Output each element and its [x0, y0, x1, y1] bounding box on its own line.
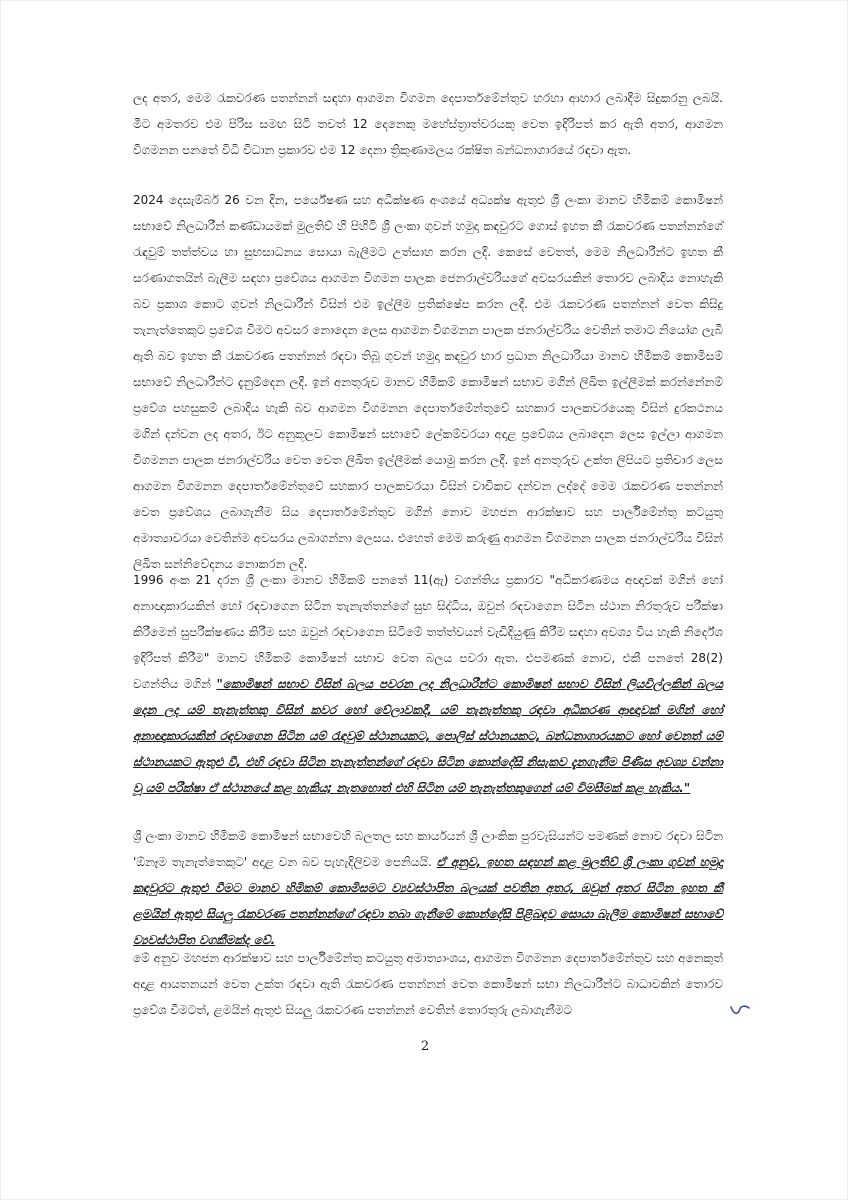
legal-mandate-text: 1996 අංක 21 දරන ශ්‍රී ලංකා මානව හිමිකම් පනතේ 11(ඇ) වගන්තිය ප්‍රකාරව "අධිකරණමය අඥාවක් මගින් හෝ අනාඥාකාරයකින් හෝ රඳවාගෙන සිටින තැනැත්තන්ගේ සුභ සිද්ධිය, ඔවුන් රඳවාගෙන සිටින ස්ථාන නිරතුරුව පරීක්ෂා කිරීමෙන් සුපරීක්ෂණය කිරීම සහ ඔවුන් රඳවාගෙන සිටීමේ තත්ත්වයන් වැඩිදියුණු කිරීම සඳහා අවශ්‍ය විය හැකි නිර්දේශ ඉදිරිපත් කිරීම" මානව හිමිකම් කොමිෂන් සභාව වෙත බලය පවරා ඇත. එපමණක් නොව, එකී පනතේ 28(2) වගන්තිය මගින් [133, 573, 723, 691]
paragraph-recommendation: මේ අනුව මහජන ආරක්ෂාව සහ පාර්ලිමේන්තු කටයුතු අමාත්‍යාංශය, ආගමන විගමනන දෙපාර්තමේන්තුව සහ අනෙකුත් අදාළ ආයතනයන් වෙත උක්ත රඳවා ඇති රැකවරණ පතන්නන් වෙත කොමිෂන් සභා නිලධාරීන්ට බාධාවකින් තොරව ප්‍රවේශ වීමටත්, ළමයින් ඇතුළු සියලු රැකවරණ පතන්නන් වෙතින් තොරතුරු ලබාගැනීමට [133, 951, 723, 1017]
page-number: 2 [420, 1039, 430, 1054]
paragraph-site-visit: 2024 දෙසැම්බර් 26 වන දින, පර්යේෂණ සහ අධීක්ෂණ අංශයේ අධ්‍යක්ෂ ඇතුළු ශ්‍රී ලංකා මානව හිමිකම් කොමිෂන් සභාවේ නිලධාරීන් කණ්ඩායමක් මුලතිව් හි පිහිටි ශ්‍රී ලංකා ගුවන් හමුදා කඳවුරට ගොස් ඉහත කී රැකවරණ පතන්නන්ගේ රැඳවුම් තත්ත්වය හා සුභසාධනය සොයා බැලීමට උත්සාහ කරන ලදී. කෙසේ වෙතත්, මෙම නිලධාරීන්ට ඉහත කී සරණාගතයින් බැලීම සඳහා ප්‍රවේශය ආගමන විගමන පාලක ජෙනරාල්වරියගේ අවසරයකින් තොරව ලබාදිය නොහැකි බව ප්‍රකාශ කොට ගුවන් නිලධාරීන් විසින් එම ඉල්ලීම ප්‍රතික්ෂේප කරන ලදී. එම රැකවරණ පතන්නන් වෙත කිසිදු තැනැත්තෙකුට ප්‍රවේශ වීමට අවසර නොදෙන ලෙස ආගමන විගමනන පාලක ජනරාල්වරිය වෙතින් තමාට නියෝග ලැබී ඇති බව ඉහත කී රැකවරණ පතන්නන් රඳවා තිබූ ගුවන් හමුදා කඳවුර භාර ප්‍රධාන නිලධාරියා මානව හිමිකම් කොමිසම් සභාවේ නිලධාරීන්ට දැනුම්දෙන ලදී. ඉන් අනතුරුව මානව හිමිකම් කොමිෂන් සභාව මගින් ලිඛිත ඉල්ලීමක් කරන්නේනම් ප්‍රවේශ පහසුකම් ලබාදිය හැකි බව ආගමන විගමනන දෙපාර්තමේන්තුවේ සහකාර පාලකවරයෙකු විසින් දුරකථනය මගින් දන්වන ලද අතර, ඊට අනුකූලව කොමිෂන් සභාවේ ලේකම්වරයා අදාළ ප්‍රවේශය ලබාදෙන ලෙස ඉල්ලා ආගමන විගමනන පාලක ජනරාල්වරිය වෙත වෙත ලිඛිත ඉල්ලීමක් යොමු කරන ලදී. ඉන් අනතුරුව උක්ත ලිපියට ප්‍රතිචාර ලෙස ආගමන විගමනන දෙපාර්තමේන්තුවේ සහකාර පාලකවරයා විසින් වාචිකව දන්වන ලද්දේ මෙම රැකවරණ පතන්නන් වෙත ප්‍රවේශය ලබාගැනීම සිය දෙපාර්තමේන්තුව මගින් නොව මහජන ආරක්ෂාව සහ පාර්ලිමේන්තු කටයුතු අමාත්‍යාවරයා වෙතින්ම අවසරය ලබාගන්නා ලෙසය. එහෙත් මෙම කරුණු ආගමන විගමනන පාලක ජනරාල්වරිය විසින් ලිඛිත සන්නිවේදනය නොකරන ලදී. [133, 193, 723, 571]
statutory-duty-emphasis: ඒ අනුව, ඉහත සඳහන් කළ මුලතිව් ශ්‍රී ලංකා ගුවන් හමුදා කඳවුරට ඇතුළු වීමට මානව හිමිකම් කොමිසමට ව්‍යවස්ථාපිත බලයක් පවතින අතර, ඔවුන් අතර සිටින ඉහත කී ළමයින් ඇතුළු සියලු රැකවරණ පතන්නන්ගේ රඳවා තබා ගැනීමේ කොන්දේසි පිළිබඳව සොයා බැලීම කොමිෂන් සභාවේ ව්‍යවස්ථාපිත වගකීමක්ද වේ. [133, 855, 723, 947]
pen-mark-icon [729, 1001, 751, 1017]
commission-powers-text: ශ්‍රී ලංකා මානව හිමිකම් කොමිෂන් සභාවෙහි බලතල සහ කාර්යයන් ශ්‍රී ලාංකික පුරවැසියන්ට පමණක් නොව රඳවා සිටින 'ඕනෑම තැනැත්තෙකුට' අදාළ වන බව පැහැදිලිවම පෙනියයි. [133, 829, 723, 869]
section-28-quote: "කොමිෂන් සභාව විසින් බලය පවරන ලද නිලධාරීන්ට කොමිෂන් සභාව විසින් ලියවිල්ලකින් බලය දෙන ලද යම් තැනැත්තකු විසින් කවර හෝ වේලාවකදී, යම් තැනැත්තකු රඳවා අධිකරණ ආඥාවක් මගින් හෝ අනාඥාකාරයකින් රඳවාගෙන සිටින යම් රැඳවුම් ස්ථානයකට, පොලිස් ස්ථානයකට, බන්ධනාගාරයකට හෝ වෙනත් යම් ස්ථානයකට ඇතුළු වී, එහි රඳවා සිටින තැනැත්තන්ගේ රඳවා සිටින කොන්දේසි නිසැකව දැනගැනීම පිණිස අවශ්‍ය වන්නා වූ යම් පරීක්ෂා ඒ ස්ථානයේ කළ හැකිය; නැතහොත් එහි සිටින යම් තැනැත්තකුගෙන් යම් විමසීමක් කළ හැකිය." [133, 677, 723, 795]
paragraph-legal-mandate [133, 567, 723, 801]
paragraph-commission-powers [133, 823, 723, 953]
paragraph-intro-continuation: ලද අතර, මෙම රැකවරණ පතන්නන් සඳහා ආගමන විගමන දෙපාර්තමේන්තුව හරහා ආහාර ලබාදීම සිදුකරනු ලබයි. මීට අමතරව එම පිරිස සමඟ සිටි තවත් 12 දෙනෙකු මහේස්ත්‍රාත්වරයකු වෙත ඉදිරිපත් කර ඇති අතර, ආගමන විගමනන පනතේ විධි විධාන ප්‍රකාරව එම 12 දෙනා ත්‍රිකුණාමලය රක්ෂිත බන්ධනාගාරයේ රඳවා ඇත. [133, 91, 723, 157]
